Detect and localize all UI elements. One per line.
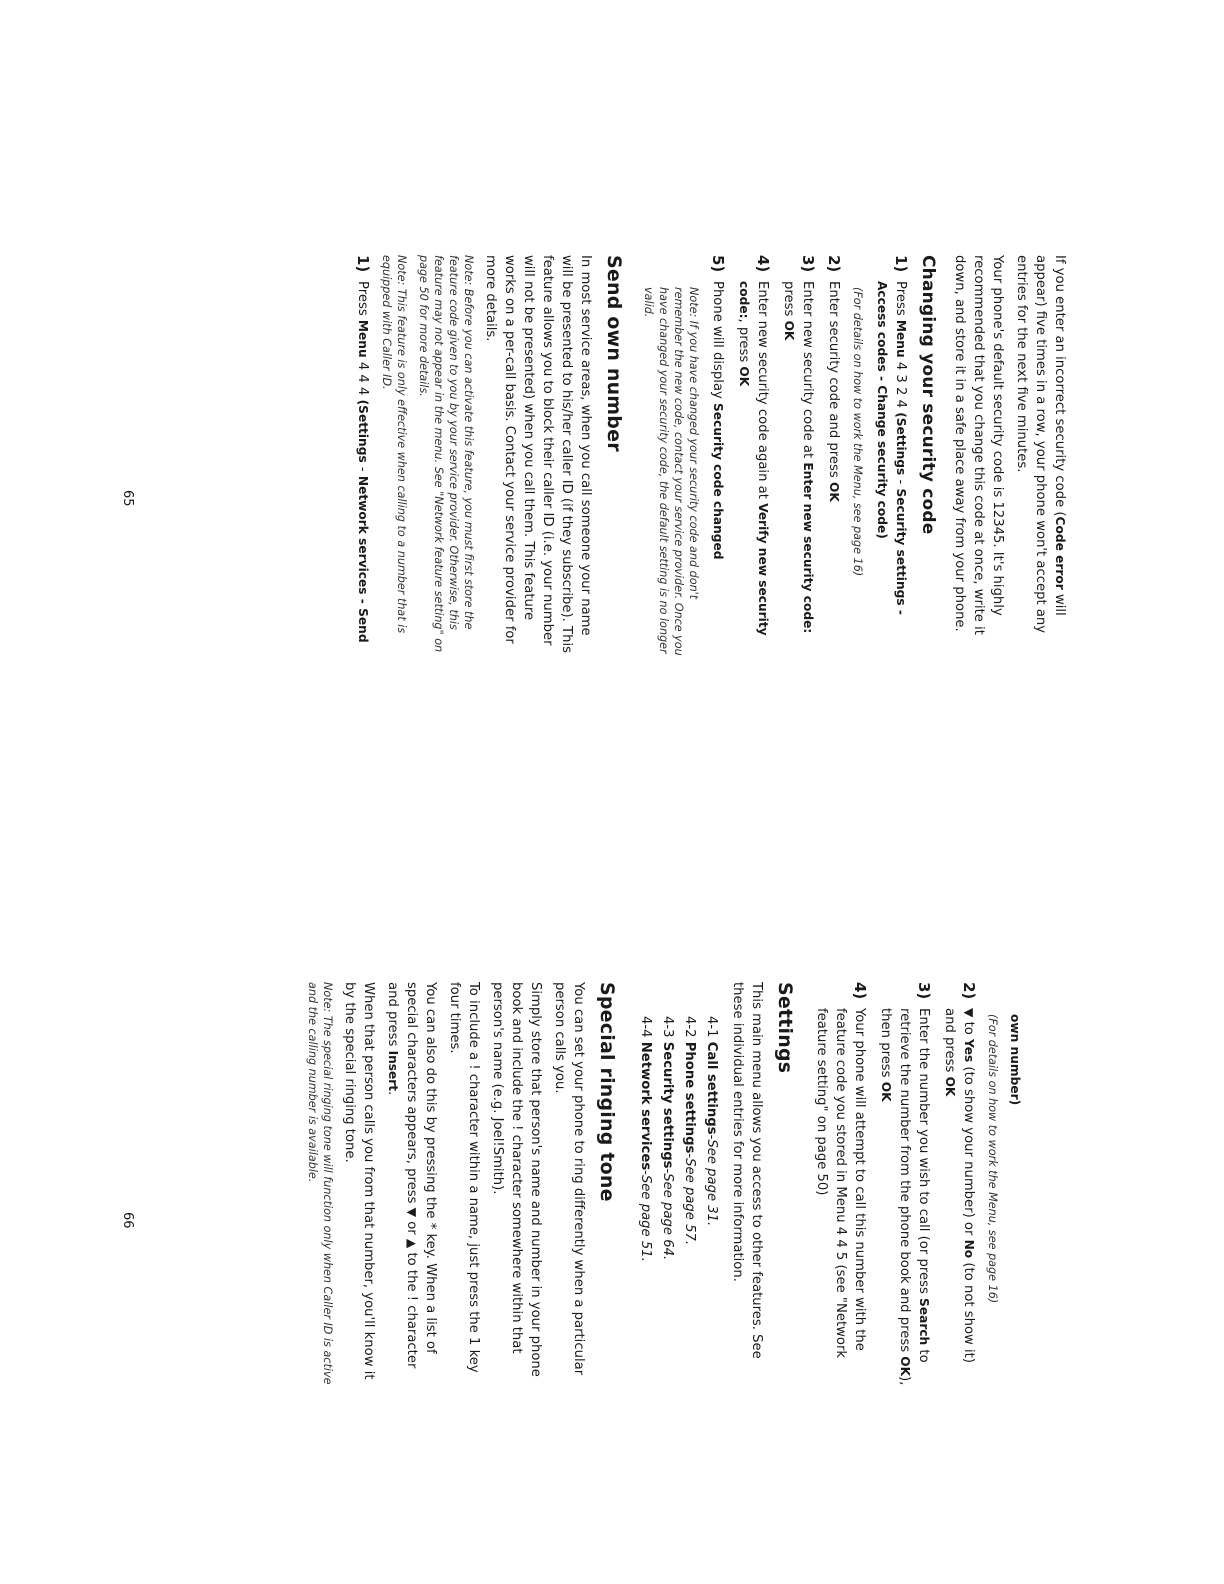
section-title-send-own-number: Send own number (603, 255, 625, 452)
right-step-3: 3) Enter the number you wish to call (or press Search to retrieve the number from the phone book and press OK), then press OK (878, 982, 933, 1386)
section-title-special-ringing-tone: Special ringing tone (596, 982, 618, 1202)
menu-item-security-settings: 4-3 Security settings - See page 64. (660, 1016, 675, 1261)
send-step-1: 1) Press Menu 4 4 4 (Settings - Network services - Send (354, 255, 372, 643)
right-step-2: 2) ▼ to Yes (to show your number) or No (to not show it) and press OK (942, 982, 978, 1363)
step-1: 1) Press Menu 4 3 2 4 (Settings - Security settings - Access codes - Change security code) (875, 255, 910, 615)
down-arrow-icon: ▼ (405, 1207, 419, 1218)
security-code-note: Note: If you have changed your security code and don't remember the new code, contact your service provider. Once you have changed your security code, the default setting is no longer valid. (642, 287, 700, 656)
section-title-settings: Settings (774, 982, 796, 1074)
right-step-4: 4) Your phone will attempt to call this number with the feature code you stored in Menu 4 4 5 (see "Network feature setting" on page 50) (814, 982, 869, 1359)
continued-menu-path: own number) (1008, 1014, 1022, 1106)
default-security-code-paragraph: Your phone's default security code is 12345. It's highly recommended that you change this code at once, write it down, and store it in a safe place away from your phone. (952, 255, 1005, 635)
ringing-tone-note: Note: The special ringing tone will function only when Caller ID is active and the calling number is available. (306, 982, 334, 1385)
menu-item-phone-settings: 4-2 Phone settings - See page 57. (682, 1016, 697, 1246)
page-65-content (346, 255, 1069, 660)
feature-code-note: Note: Before you can activate this feature, you must first store the feature code given to you by your service provider. Otherwise, this feature may not appear in the menu. See "Network feature setting" on page 50 for more details. (417, 255, 475, 653)
menu-help-note-right: (For details on how to work the Menu, see page 16) (986, 1014, 999, 1304)
ringing-tone-paragraph-5: When that person calls you from that number, you'll know it by the special ringing tone. (342, 982, 376, 1380)
page-number-65: 65 (120, 490, 135, 507)
send-own-number-paragraph: In most service areas, when you call someone your name will be presented to his/her caller ID (if they subscribe). This feature allows you to block their caller ID (i.e. your number will not be presented) when you call them. This feature works on a per-call basis. Contact your service provider for more details. (483, 255, 593, 653)
menu-item-call-settings: 4-1 Call settings - See page 31. (704, 1016, 719, 1227)
up-arrow-icon: ▲ (405, 1238, 419, 1249)
ringing-tone-paragraph-4: You can also do this by pressing the * key. When a list of special characters appears, press ▼ or ▲ to the ! character and press Insert. (385, 982, 438, 1369)
caller-id-note: Note: This feature is only effective when calling to a number that is equipped with Caller ID. (380, 255, 408, 634)
step-5: 5) Phone will display Security code changed (709, 255, 727, 560)
menu-item-network-services: 4-4 Network services - See page 51. (638, 1016, 653, 1262)
step-3: 3) Enter new security code at Enter new security code: press OK (781, 255, 817, 634)
page-number-66: 66 (120, 1212, 135, 1229)
section-title-changing-security-code: Changing your security code (918, 255, 938, 535)
step-2: 2) Enter security code and press OK (825, 255, 843, 502)
security-code-error-paragraph: If you enter an incorrect security code (Code error will appear) five times in a row, your phone won't accept any entries for the next five minutes. (1014, 255, 1067, 634)
settings-paragraph: This main menu allows you access to other features. See these individual entries for more information. (730, 982, 764, 1359)
ringing-tone-paragraph-3: To include a ! character within a name, just press the 1 key four times. (447, 982, 481, 1373)
settings-menu-list (634, 1016, 722, 1387)
page-66-content (298, 982, 1024, 1387)
ringing-tone-paragraph-1: You can set your phone to ring differently when a particular person calls you. (552, 982, 586, 1376)
page-66 (0, 792, 1224, 1584)
step-4: 4) Enter new security code again at Verify new security code:, press OK (736, 255, 772, 636)
down-arrow-icon: ▼ (962, 1008, 976, 1018)
ringing-tone-paragraph-2: Simply store that person's name and number in your phone book and include the ! character somewhere within that person's name (e.g. Joel!Smith). (490, 982, 543, 1377)
menu-help-note: (For details on how to work the Menu, see page 16) (851, 287, 864, 577)
